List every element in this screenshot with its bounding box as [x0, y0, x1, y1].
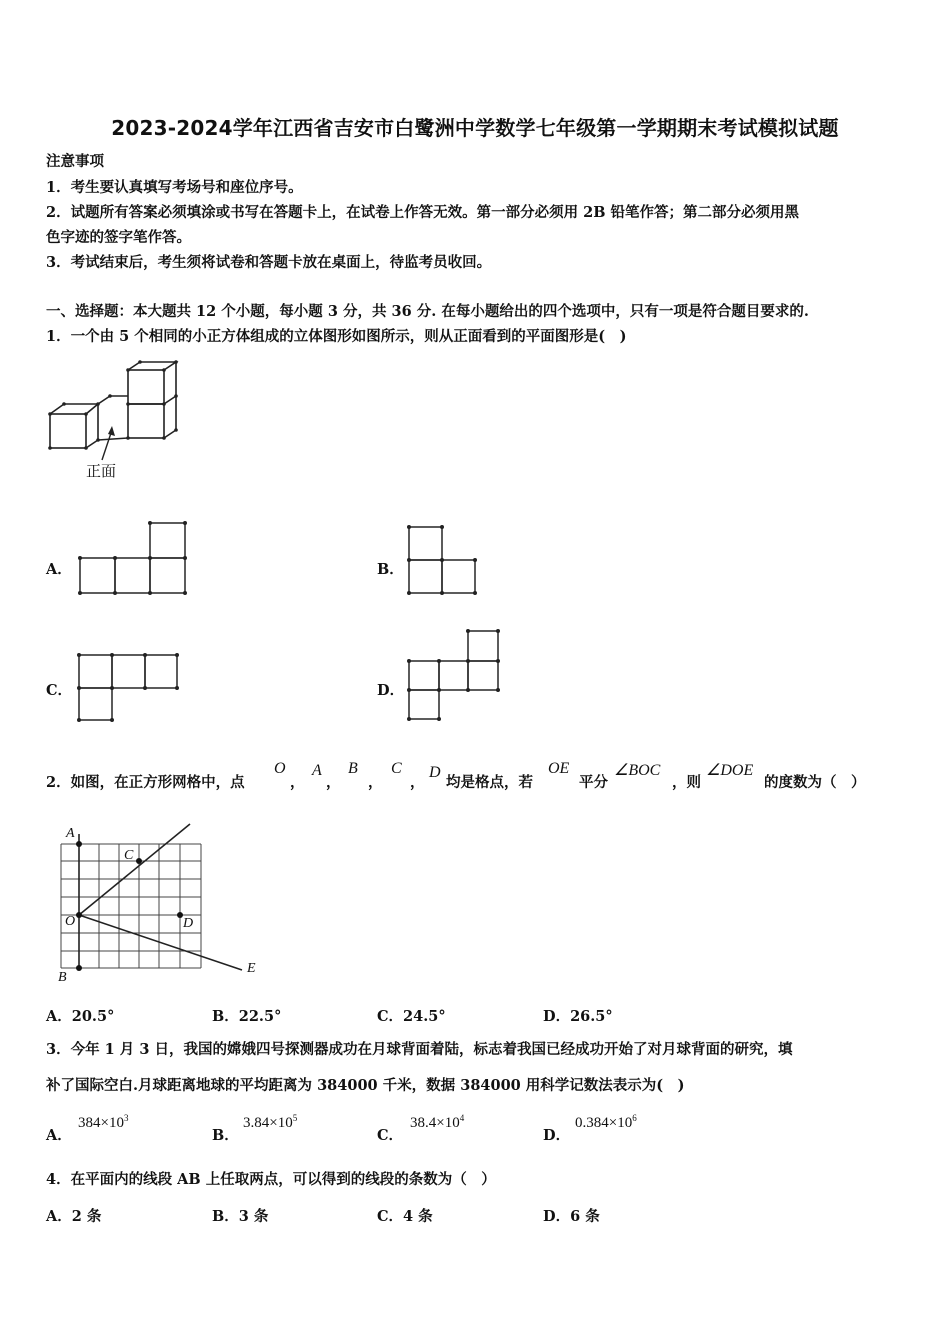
q1-stem: 1．一个由 5 个相同的小正方体组成的立体图形如图所示，则从正面看到的平面图形是( ): [46, 328, 627, 345]
q2-fig-label-o: O: [65, 914, 76, 929]
q4-option-a[interactable]: A．2 条: [46, 1208, 102, 1225]
q4-stem: 4．在平面内的线段 AB 上任取两点，可以得到的线段的条数为（ ）: [46, 1171, 496, 1188]
q1-option-c-figure: [76, 652, 180, 722]
q2-point-c: C: [391, 760, 402, 777]
q2-point-d: D: [429, 764, 441, 781]
q2-fig-label-c: C: [124, 848, 134, 863]
q2-fig-label-e: E: [247, 961, 256, 976]
q2-angle-doe: ∠DOE: [706, 762, 754, 779]
q3-option-b-value[interactable]: $3.84\times 10^5$: [243, 1113, 298, 1131]
notice-item-2: 2．试题所有答案必须填涂或书写在答题卡上，在试卷上作答无效。第一部分必须用 2B 铅笔作答；第二部分必须用黑: [46, 204, 800, 221]
q3-option-a-label[interactable]: A．: [46, 1127, 72, 1144]
notice-item-1: 1．考生要认真填写考场号和座位序号。: [46, 179, 303, 196]
q3-option-b-label[interactable]: B．: [212, 1127, 239, 1144]
q1-option-b-label[interactable]: B．: [377, 561, 404, 578]
q2-fig-label-a: A: [66, 826, 75, 841]
q1-option-a-figure: [78, 520, 188, 595]
page-title: 2023-2024学年江西省吉安市白鹭洲中学数学七年级第一学期期末考试模拟试题: [111, 116, 839, 140]
q3-option-d-label[interactable]: D．: [543, 1127, 571, 1144]
q1-option-b-figure: [406, 524, 478, 596]
q2-point-b: B: [348, 760, 358, 777]
q1-option-d-figure: [406, 628, 502, 722]
q2-mid-1: 均是格点，若: [446, 774, 533, 791]
q2-mid-2: 平分: [579, 774, 608, 791]
q4-option-d[interactable]: D．6 条: [543, 1208, 600, 1225]
q1-option-a-label[interactable]: A．: [46, 561, 72, 578]
q4-option-c[interactable]: C．4 条: [377, 1208, 433, 1225]
q2-sep-1: ，: [290, 774, 305, 791]
q2-option-b[interactable]: B．22.5°: [212, 1008, 282, 1025]
q3-option-c-label[interactable]: C．: [377, 1127, 404, 1144]
q2-option-c[interactable]: C．24.5°: [377, 1008, 446, 1025]
q2-option-d[interactable]: D．26.5°: [543, 1008, 613, 1025]
q2-sep-3: ，: [368, 774, 383, 791]
q3-option-c-value[interactable]: $38.4\times 10^4$: [410, 1113, 465, 1131]
notice-heading: 注意事项: [46, 153, 104, 170]
q2-oe: OE: [548, 760, 570, 777]
q2-point-a: A: [312, 762, 322, 779]
q3-option-d-value[interactable]: $0.384\times 10^6$: [575, 1113, 637, 1131]
q3-line-1: 3．今年 1 月 3 日，我国的嫦娥四号探测器成功在月球背面着陆，标志着我国已经成功开始了对月球背面的研究，填: [46, 1041, 793, 1058]
notice-item-3: 3．考试结束后，考生须将试卷和答题卡放在桌面上，待监考员收回。: [46, 254, 492, 271]
q2-fig-label-b: B: [58, 970, 67, 985]
q2-grid-figure: [50, 820, 265, 985]
q4-option-b[interactable]: B．3 条: [212, 1208, 269, 1225]
q2-prefix: 2．如图，在正方形网格中，点: [46, 774, 245, 791]
q1-option-d-label[interactable]: D．: [377, 682, 405, 699]
q3-option-a-value[interactable]: $384\times 10^3$: [78, 1113, 129, 1131]
section-heading: 一、选择题：本大题共 12 个小题，每小题 3 分，共 36 分. 在每小题给出的四个选项中，只有一项是符合题目要求的.: [46, 303, 809, 320]
q1-front-label: 正面: [86, 462, 117, 480]
q2-suffix: 的度数为（ ）: [764, 774, 866, 791]
notice-item-2-cont: 色字迹的签字笔作答。: [46, 229, 191, 246]
q2-point-o: O: [274, 760, 286, 777]
q2-angle-boc: ∠BOC: [614, 762, 661, 779]
q2-option-a[interactable]: A．20.5°: [46, 1008, 115, 1025]
q2-mid-3: ，则: [672, 774, 701, 791]
q2-sep-4: ，: [410, 774, 425, 791]
q1-option-c-label[interactable]: C．: [46, 682, 73, 699]
q2-fig-label-d: D: [183, 916, 194, 931]
q3-line-2: 补了国际空白.月球距离地球的平均距离为 384000 千米，数据 384000 用科学记数法表示为( ): [46, 1077, 685, 1094]
q2-sep-2: ，: [326, 774, 341, 791]
